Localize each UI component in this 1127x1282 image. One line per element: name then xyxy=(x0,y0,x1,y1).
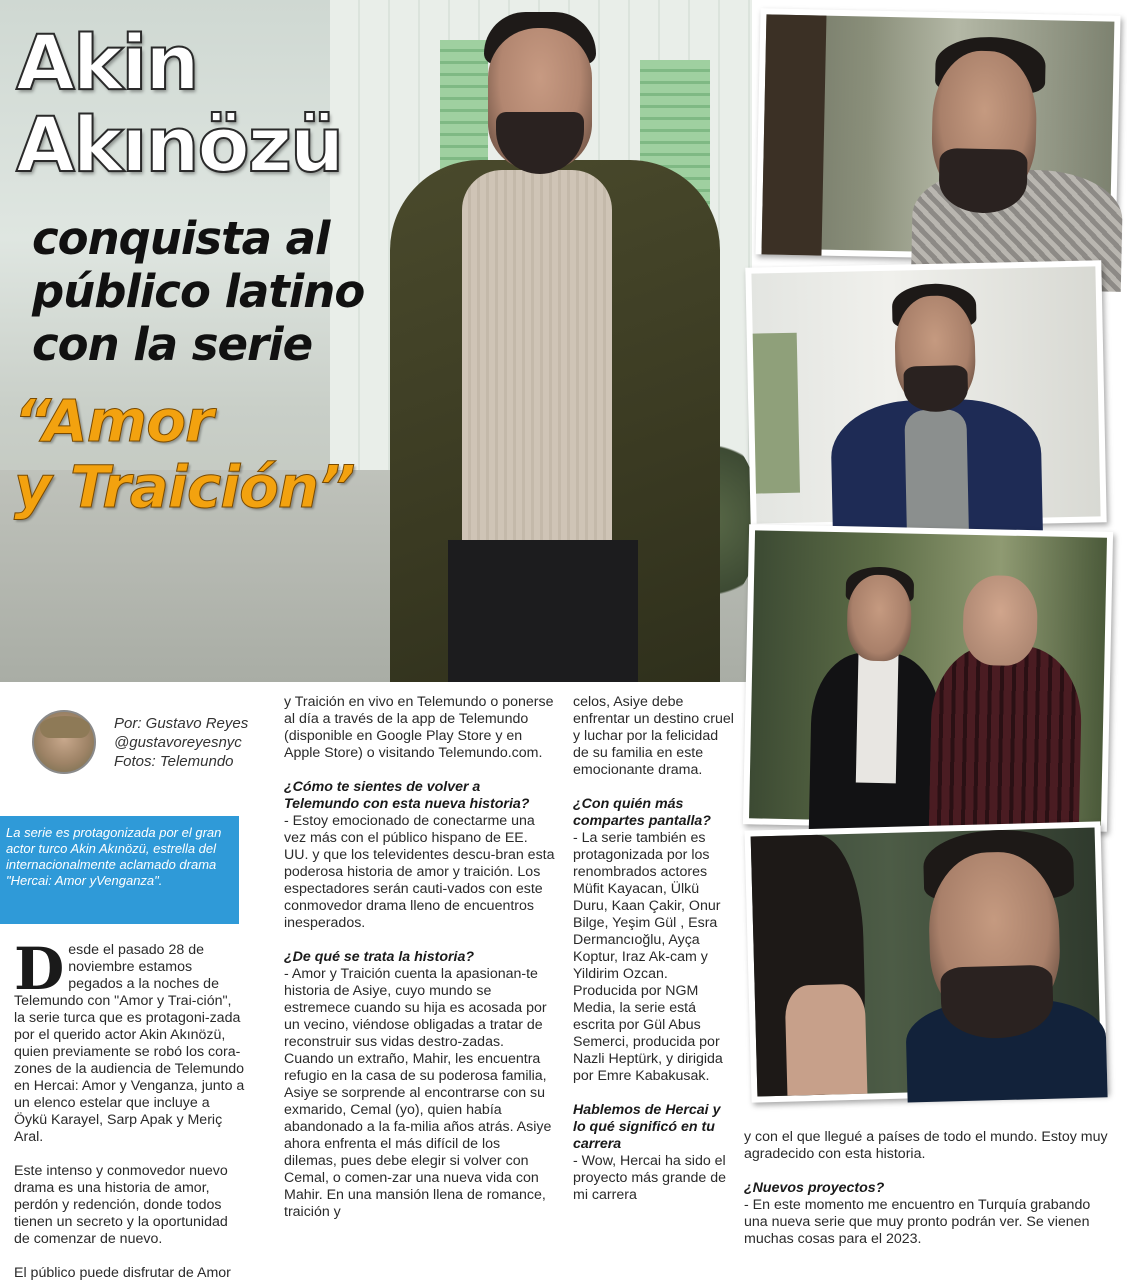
interview-question: ¿Cómo te sientes de volver a Telemundo con esta nueva historia? xyxy=(284,779,530,812)
interview-answer: - La serie también es protagonizada por los renombrados actores Müfit Kayacan, Ülkü Duru, Kaan Çakir, Onur Bilge, Yeşim Gül , Esra Dermancıoğlu, Ayça Koptur, Iraz Ak-cam y Yildirim Ozcan. Producida por NGM Media, la serie está escrita por Gül Abus Semerci, producida por Nazli Heptürk, y dirigida por Emre Kabakusak. xyxy=(573,830,723,1084)
drop-cap: D xyxy=(14,935,65,1003)
interview-question: ¿De qué se trata la historia? xyxy=(284,949,475,965)
author-avatar xyxy=(32,710,96,774)
interview-answer: - Amor y Traición cuenta la apasionan-te historia de Asiye, cuyo mundo se estremece cuando su hija es acosada por un vecino, viéndose obligadas a tratar de reconstruir sus vidas destro-zadas. Cuando un extraño, Mahir, les encuentra refugio en la casa de su poderosa familia, Asiye se sorprende al encontrarse con su exmarido, Cemal (yo), quien había abandonado a la fa-milia años atrás. Asiye ahora enfrenta el más difícil de los dilemas, pues debe elegir si volver con Cemal, o comen-zar una nueva vida con Mahir. En una mansión llena de romance, traición y xyxy=(284,966,552,1220)
article-column-4 xyxy=(744,1129,1116,1248)
interview-question: ¿Nuevos proyectos? xyxy=(744,1180,885,1196)
bald-man-head xyxy=(962,575,1038,667)
interview-answer: - Wow, Hercai ha sido el proyecto más grande de mi carrera xyxy=(573,1153,727,1203)
body-paragraph: y con el que llegué a países de todo el mundo. Estoy muy agradecido con esta historia. xyxy=(744,1129,1108,1162)
headline-name: Akin Akınözü xyxy=(16,18,343,189)
headline-subtitle: conquista al público latino con la serie xyxy=(32,212,365,371)
body-paragraph: Este intenso y conmovedor nuevo drama es una historia de amor, perdón y redención, donde todos tienen un secreto y la oportunidad de comenzar de nuevo. xyxy=(14,1163,228,1247)
body-paragraph: y Traición en vivo en Telemundo o ponerse al día a través de la app de Telemundo (disponible en Google Play Store y en Apple Store) o visitando Telemundo.com. xyxy=(284,694,554,761)
photo-embrace xyxy=(745,821,1108,1102)
interview-answer: - En este momento me encuentro en Turquía grabando una nueva serie que muy pronto podrán ver. Se vienen muchas cosas para el 2023. xyxy=(744,1197,1091,1247)
pull-quote-callout xyxy=(0,816,239,924)
actor-pants xyxy=(448,540,638,682)
article-column-2 xyxy=(284,694,556,1221)
hero-photo xyxy=(0,0,752,682)
byline-photo-credit: Fotos: Telemundo xyxy=(114,753,234,770)
photo-blue-blazer xyxy=(745,260,1106,529)
body-paragraph: celos, Asiye debe enfrentar un destino cruel y luchar por la felicidad de su familia en este emocionante drama. xyxy=(573,694,734,778)
article-column-3 xyxy=(573,694,735,1204)
interview-question: ¿Con quién más compartes pantalla? xyxy=(573,796,711,829)
byline-author: Por: Gustavo Reyes xyxy=(114,715,249,732)
actor-face xyxy=(846,574,912,661)
byline xyxy=(114,714,248,771)
callout-text: La serie es protagonizada por el gran actor turco Akin Akınözü, estrella del internacionalmente aclamado drama "Hercai: Amor yVenganza". xyxy=(6,825,222,888)
photo-two-men xyxy=(743,524,1113,832)
headline-show-title: “Amor y Traición” xyxy=(14,387,355,521)
intro-paragraph: Desde el pasado 28 de noviembre estamos pegados a la noches de Telemundo con "Amor y Trai-ción", la serie turca que es protagoni-zada por el querido actor Akin Akınözü, quien previamente se robó los cora-zones de la audiencia de Telemundo en Hercai: Amor y Venganza, junto a un elenco estelar que incluye a Öykü Karayel, Sarp Apak y Meriç Aral. xyxy=(14,935,245,1145)
interview-answer: - Estoy emocionado de conectarme una vez más con el público hispano de EE. UU. y que los televidentes descu-bran esta poderosa historia de amor y traición. Los espectadores serán cauti-vados con este conmovedor drama lleno de encuentros inesperados. xyxy=(284,813,555,931)
photo-closeup-forest xyxy=(755,8,1120,261)
plaid-jacket xyxy=(929,644,1083,837)
interview-question: Hablemos de Hercai y lo qué significó en tu carrera xyxy=(573,1102,721,1152)
article-column-1 xyxy=(14,935,246,1282)
body-paragraph: El público puede disfrutar de Amor xyxy=(14,1265,231,1281)
byline-handle: @gustavoreyesnyc xyxy=(114,734,242,751)
actor-sweater xyxy=(462,170,612,570)
